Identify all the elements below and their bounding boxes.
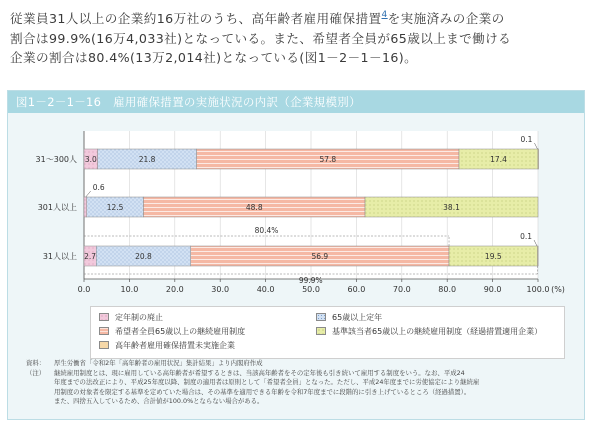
x-tick-label: 10.0 — [120, 285, 139, 294]
data-label: 19.5 — [484, 252, 502, 261]
legend-swatch — [316, 327, 326, 335]
legend-label: 高年齢者雇用確保措置未実施企業 — [115, 341, 235, 350]
note-line-2 — [26, 388, 576, 398]
data-label: 2.7 — [84, 252, 97, 261]
bar-segment — [538, 246, 539, 266]
x-tick-label: 100.0 — [526, 285, 550, 294]
notes — [26, 359, 576, 407]
x-unit-label: (%) — [551, 285, 565, 294]
x-tick-label: 70.0 — [392, 285, 411, 294]
data-label: 20.8 — [135, 252, 152, 261]
data-label: 0.6 — [92, 183, 105, 192]
legend-label: 65歳以上定年 — [332, 313, 383, 322]
source-line — [26, 359, 576, 369]
x-tick-label: 80.0 — [438, 285, 457, 294]
footnote-ref-link[interactable]: 4 — [381, 10, 388, 20]
source-text: 厚生労働省「令和2年「高年齢者の雇用状況」集計結果」より内閣府作成 — [54, 359, 263, 367]
intro-line-3: 企業の割合は80.4%(13万2,014社)となっている(図1－2－1－16)。 — [10, 50, 418, 65]
source-label: 資料： — [26, 359, 46, 367]
figure-panel — [7, 90, 585, 420]
x-tick-label: 0.0 — [77, 285, 91, 294]
data-label: 0.1 — [520, 232, 532, 241]
legend — [90, 306, 565, 359]
data-label: 57.8 — [319, 155, 337, 164]
note-line-3 — [26, 397, 576, 407]
intro-line-1a: 従業員31人以上の企業約16万社のうち、高年齢者雇用確保措置 — [10, 11, 382, 26]
bar-segment — [538, 149, 539, 169]
category-label: 31～300人 — [35, 155, 77, 164]
note-text-1: 年度までの法改正により、平成25年度以降、制度の適用者は原則として「希望者全員」となった。ただし、平成24年度までに労使協定により継続雇 — [54, 378, 480, 387]
intro-line-2: 割合は99.9%(16万4,033社)となっている。また、希望者全員が65歳以上まで働ける — [10, 30, 512, 46]
legend-swatch — [99, 327, 109, 335]
note-text-3: また、四捨五入しているため、合計値が100.0%とならない場合がある。 — [54, 397, 264, 406]
annotation-99-9: 99.9% — [298, 276, 323, 285]
note-label: （注） — [26, 368, 46, 377]
note-line-0 — [26, 369, 576, 379]
intro-line-1b: を実施済みの企業の — [387, 11, 505, 26]
x-tick-label: 40.0 — [256, 285, 275, 294]
data-label: 38.1 — [443, 203, 460, 212]
stacked-bar-chart — [8, 91, 586, 306]
intro-line-1 — [10, 6, 585, 29]
data-label: 0.1 — [520, 135, 533, 144]
annotation-80-4: 80.4% — [254, 226, 279, 235]
legend-label: 定年制の廃止 — [115, 313, 163, 322]
data-label: 12.5 — [106, 203, 124, 212]
x-tick-label: 30.0 — [211, 285, 230, 294]
legend-swatch — [99, 313, 109, 321]
x-tick-label: 90.0 — [483, 285, 502, 294]
note-text-0: 継続雇用制度とは、現に雇用している高年齢者が希望するときは、当該高年齢者をその定年後も引き続いて雇用する制度をいう。なお、平成24 — [54, 368, 465, 377]
note-text-2: 用制度の対象者を限定する基準を定めていた場合は、その基準を適用できる年齢を令和7年度までに段階的に引き上げているところ（経過措置）。 — [54, 387, 471, 396]
legend-label: 基準該当者65歳以上の継続雇用制度（経過措置適用企業） — [332, 327, 543, 336]
figure-title: 図1－2－1－16 雇用確保措置の実施状況の内訳（企業規模別） — [8, 91, 584, 113]
legend-label: 希望者全員65歳以上の継続雇用制度 — [115, 327, 246, 336]
intro-text — [10, 6, 585, 68]
legend-swatch — [316, 313, 326, 321]
data-label: 56.9 — [311, 252, 329, 261]
legend-swatch — [99, 341, 109, 349]
bar-segment — [84, 197, 87, 217]
data-label: 17.4 — [490, 155, 507, 164]
data-label: 48.8 — [245, 203, 263, 212]
category-label: 301人以上 — [37, 203, 77, 212]
x-tick-label: 50.0 — [302, 285, 320, 294]
data-label: 21.8 — [138, 155, 156, 164]
x-tick-label: 20.0 — [165, 285, 184, 294]
note-line-1 — [26, 378, 576, 388]
category-label: 31人以上 — [42, 252, 77, 261]
x-tick-label: 60.0 — [347, 285, 366, 294]
data-label: 3.0 — [84, 155, 97, 164]
